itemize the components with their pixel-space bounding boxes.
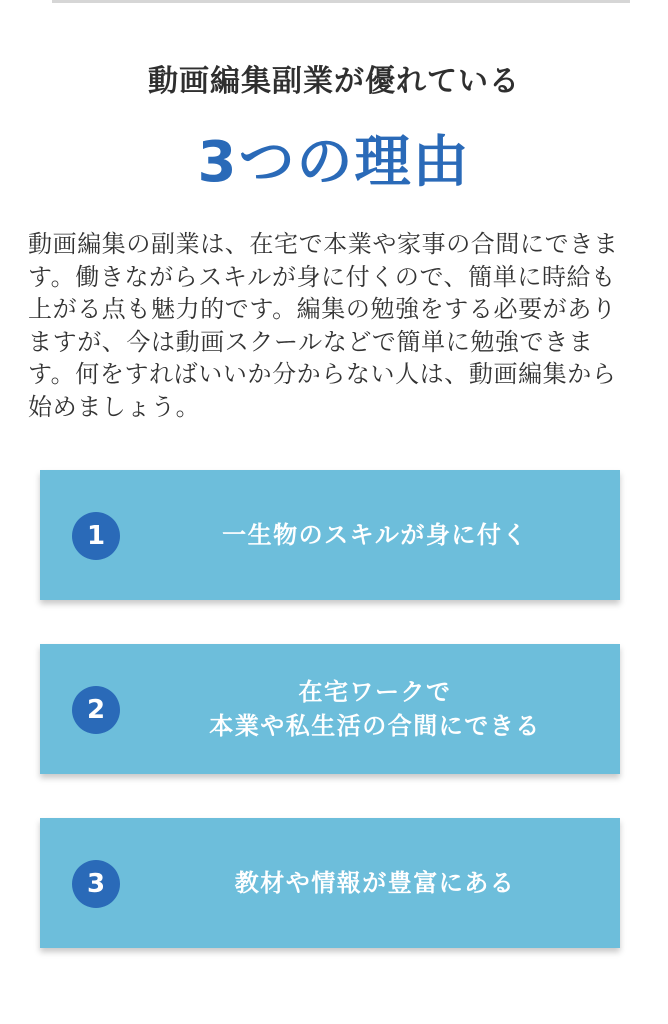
reason-number-badge: 2 xyxy=(72,686,120,734)
reason-card-2 xyxy=(40,644,620,774)
reason-card-3 xyxy=(40,818,620,948)
section-subtitle: 動画編集副業が優れている xyxy=(148,64,520,99)
section-title: 3つの理由 xyxy=(197,130,471,195)
reason-text-line: 教材や情報が豊富にある xyxy=(234,869,516,897)
reason-text-line: 本業や私生活の合間にできる xyxy=(209,712,541,740)
reason-text xyxy=(150,470,600,600)
reason-text xyxy=(150,818,600,948)
reason-text-line: 一生物のスキルが身に付く xyxy=(222,521,528,549)
intro-paragraph: 動画編集の副業は、在宅で本業や家事の合間にできます。働きながらスキルが身に付くので、簡単に時給も上がる点も魅力的です。編集の勉強をする必要がありますが、今は動画スクールなどで簡単に勉強できます。何をすればいいか分からない人は、動画編集から始めましょう。 xyxy=(28,230,619,421)
reason-card-1 xyxy=(40,470,620,600)
reason-number-badge: 1 xyxy=(72,512,120,560)
reason-number-badge: 3 xyxy=(72,860,120,908)
top-divider xyxy=(52,0,630,3)
reason-text xyxy=(150,644,600,774)
reason-text-line: 在宅ワークで xyxy=(298,678,452,706)
